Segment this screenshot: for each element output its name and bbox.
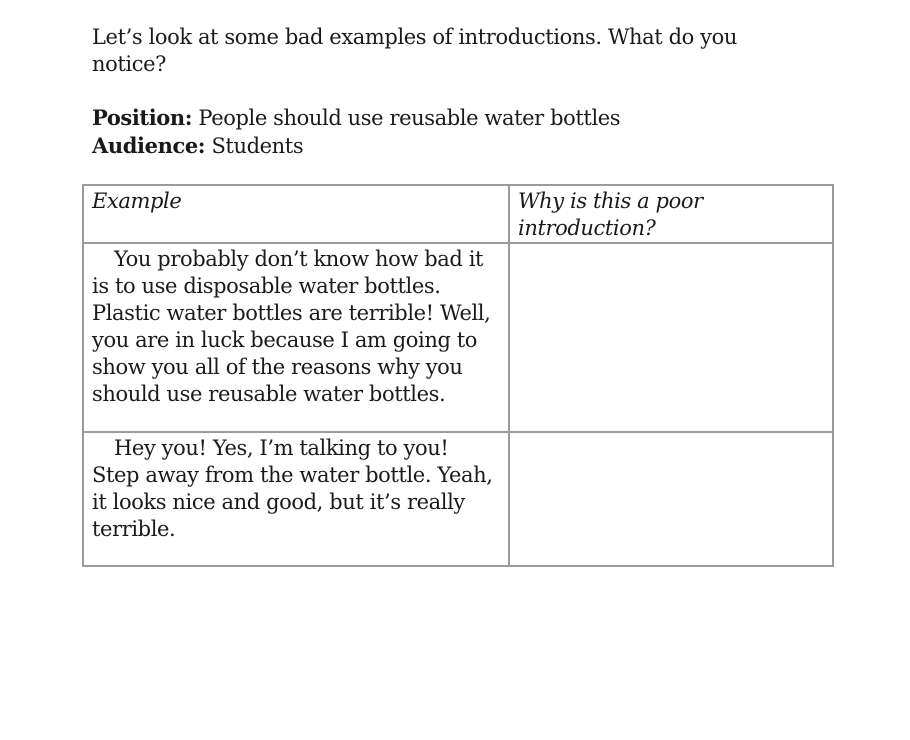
position-label: Position: [92, 105, 193, 130]
example-cell [83, 432, 509, 566]
intro-question: Let’s look at some bad examples of introductions. What do you notice? [92, 25, 738, 76]
table-row [83, 432, 833, 566]
examples-table [82, 184, 834, 567]
audience-line [92, 132, 620, 160]
position-line [92, 104, 620, 132]
example-text: Hey you! Yes, I’m talking to you! Step away from the water bottle. Yeah, it looks nice and good, but it’s really terrible. [92, 436, 493, 541]
table-header-row [83, 185, 833, 243]
table-row [83, 243, 833, 432]
example-cell [83, 243, 509, 432]
header-why-poor: Why is this a poor introduction? [509, 185, 833, 243]
answer-cell[interactable] [509, 243, 833, 432]
audience-value: Students [211, 134, 304, 158]
example-text: You probably don’t know how bad it is to use disposable water bottles. Plastic water bottles are terrible! Well, you are in luck because I am going to show you all of the reasons why you should use reusable water bottles. [92, 247, 491, 406]
header-example: Example [83, 185, 509, 243]
audience-label: Audience: [92, 133, 206, 158]
prompt-meta [92, 104, 620, 160]
answer-cell[interactable] [509, 432, 833, 566]
position-value: People should use reusable water bottles [198, 106, 621, 130]
